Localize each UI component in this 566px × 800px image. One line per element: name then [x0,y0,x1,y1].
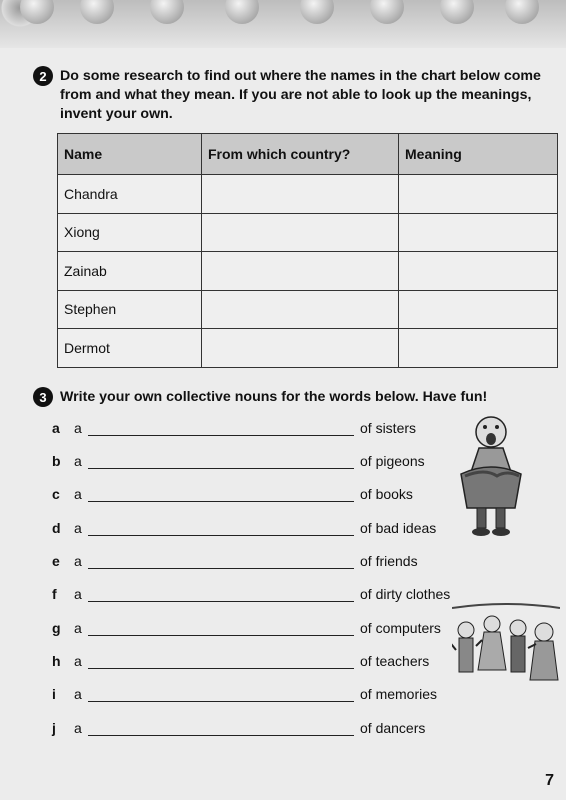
item-phrase: of bad ideas [360,520,437,536]
item-letter: b [52,453,61,469]
item-letter: e [52,553,60,569]
item-article: a [74,420,82,436]
name-cell: Xiong [58,213,202,252]
country-cell[interactable] [202,175,399,214]
answer-blank[interactable] [88,421,354,436]
meaning-cell[interactable] [399,175,558,214]
item-phrase: of memories [360,686,438,702]
header-name: Name [58,134,202,175]
item-phrase: of dancers [360,720,426,736]
list-item [52,616,441,636]
item-article: a [74,586,82,602]
item-letter: c [52,486,60,502]
question-2-number: 2 [33,66,53,86]
dancers-illustration [452,600,560,700]
answer-blank[interactable] [88,487,354,502]
meaning-cell[interactable] [399,329,558,368]
meaning-cell[interactable] [399,290,558,329]
country-cell[interactable] [202,213,399,252]
name-cell: Stephen [58,290,202,329]
table-row [58,252,558,291]
names-table [57,133,558,368]
item-phrase: of friends [360,553,418,569]
answer-blank[interactable] [88,687,354,702]
table-row [58,290,558,329]
answer-blank[interactable] [88,721,354,736]
answer-blank[interactable] [88,454,354,469]
item-article: a [74,653,82,669]
item-article: a [74,453,82,469]
item-phrase: of dirty clothes [360,586,451,602]
list-item [52,682,437,702]
item-article: a [74,720,82,736]
answer-blank[interactable] [88,654,354,669]
boy-with-laundry-illustration [455,412,527,540]
item-article: a [74,686,82,702]
item-article: a [74,486,82,502]
header-meaning: Meaning [399,134,558,175]
meaning-cell[interactable] [399,252,558,291]
list-item [52,549,418,569]
item-letter: f [52,586,57,602]
header-country: From which country? [202,134,399,175]
table-row [58,213,558,252]
page-number: 7 [545,772,554,789]
item-article: a [74,520,82,536]
item-article: a [74,620,82,636]
country-cell[interactable] [202,252,399,291]
meaning-cell[interactable] [399,213,558,252]
name-cell: Dermot [58,329,202,368]
country-cell[interactable] [202,329,399,368]
answer-blank[interactable] [88,554,354,569]
list-item [52,449,425,469]
list-item [52,582,450,602]
table-row [58,329,558,368]
item-letter: a [52,420,60,436]
answer-blank[interactable] [88,521,354,536]
country-cell[interactable] [202,290,399,329]
list-item [52,516,436,536]
name-cell: Zainab [58,252,202,291]
list-item [52,649,429,669]
list-item [52,482,413,502]
item-phrase: of sisters [360,420,417,436]
question-2-instruction: Do some research to find out where the names in the chart below come from and what they mean. If you are not able to look up the meanings, invent your own. [60,68,541,122]
item-letter: i [52,686,56,702]
list-item [52,416,416,436]
name-cell: Chandra [58,175,202,214]
question-3-instruction: Write your own collective nouns for the words below. Have fun! [60,389,488,405]
item-phrase: of pigeons [360,453,425,469]
answer-blank[interactable] [88,587,354,602]
item-letter: g [52,620,61,636]
item-article: a [74,553,82,569]
item-phrase: of books [360,486,413,502]
table-row [58,175,558,214]
item-phrase: of teachers [360,653,430,669]
answer-blank[interactable] [88,621,354,636]
item-phrase: of computers [360,620,441,636]
item-letter: j [52,720,56,736]
list-item [52,716,425,736]
item-letter: d [52,520,61,536]
item-letter: h [52,653,61,669]
question-3-number: 3 [33,387,53,407]
decorative-header-band [0,0,566,48]
